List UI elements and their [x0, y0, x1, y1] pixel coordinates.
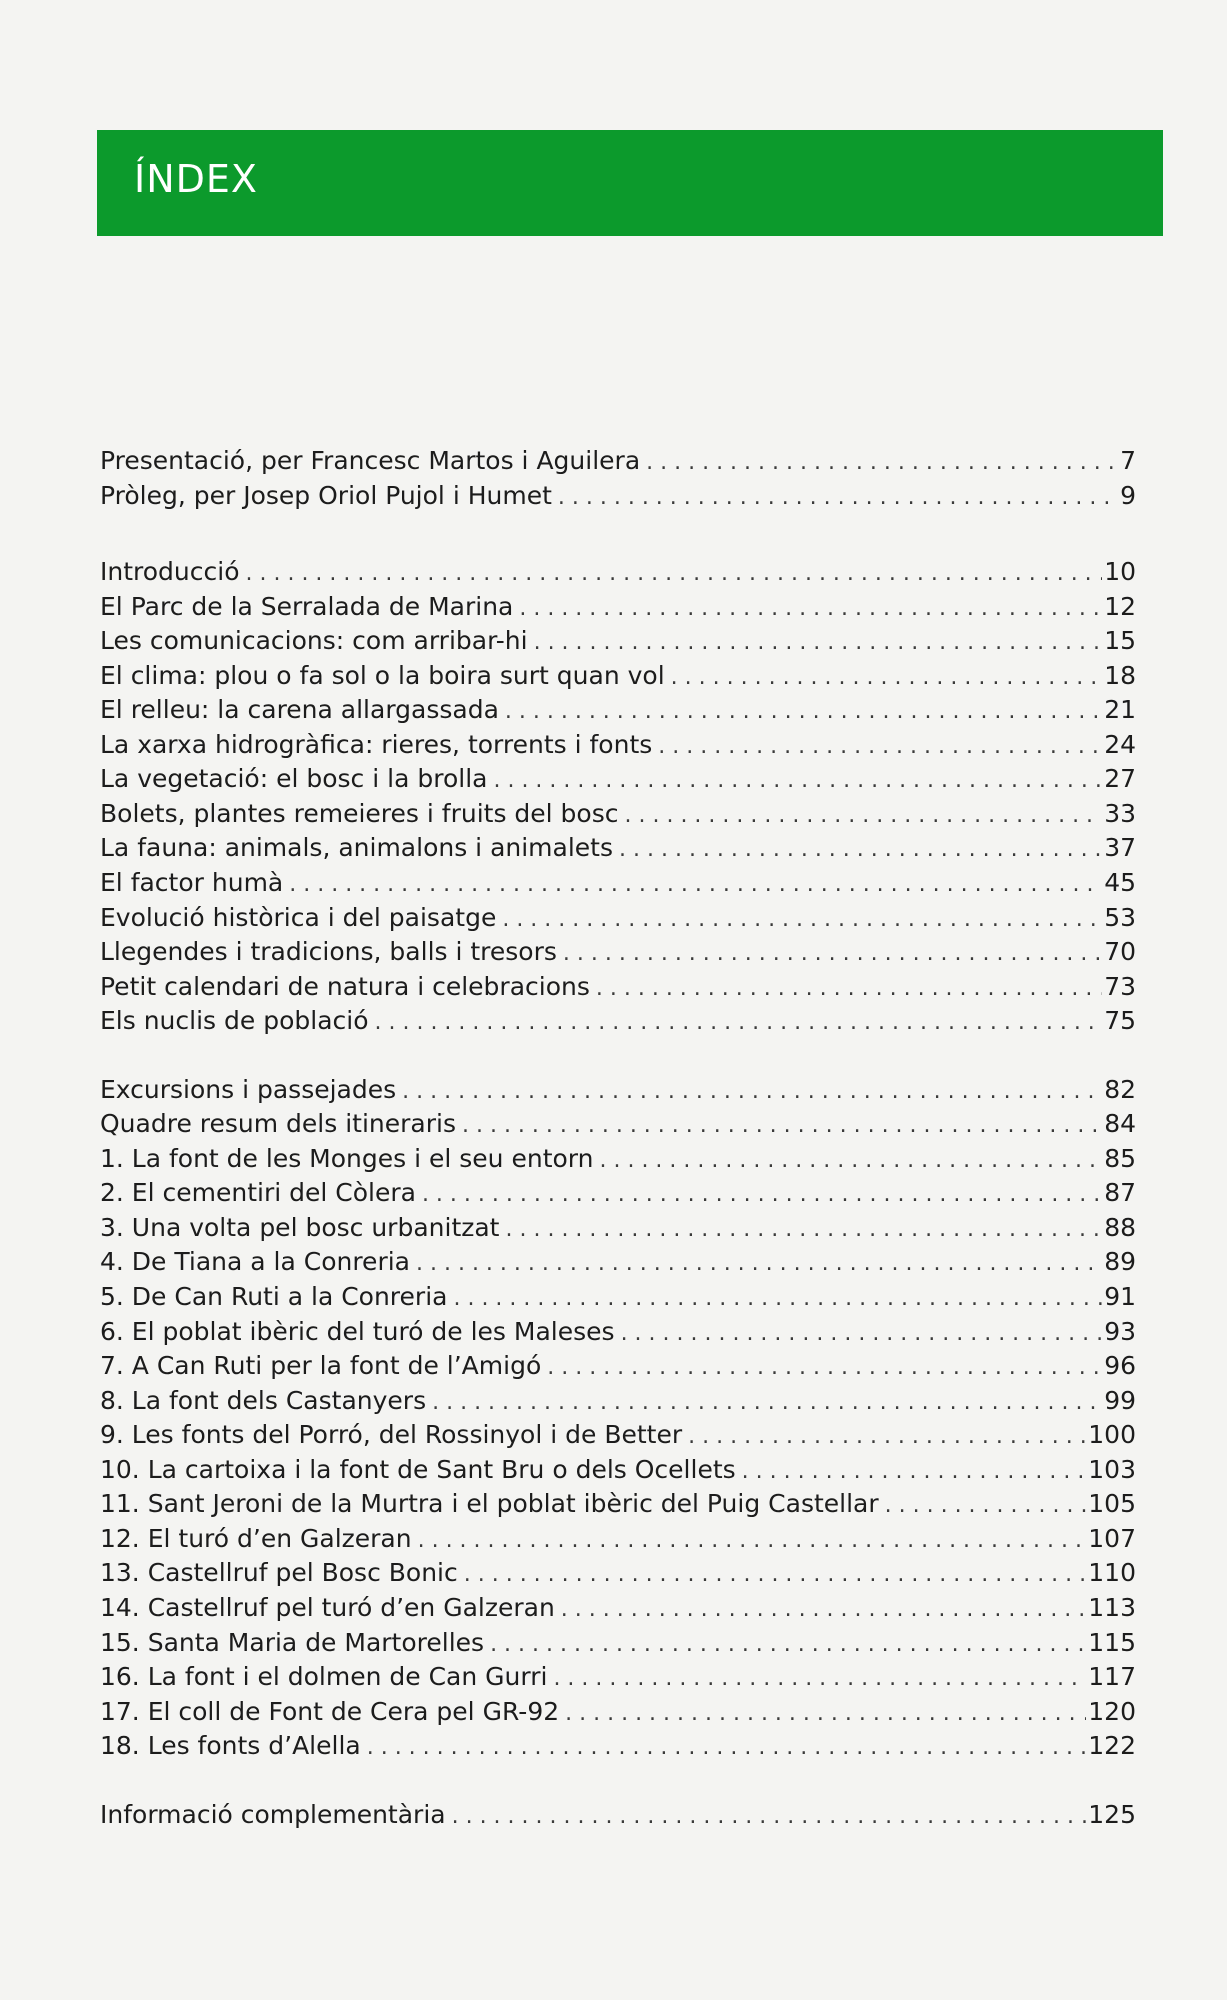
- dot-leader: [462, 1109, 1102, 1143]
- dot-leader: [621, 1317, 1103, 1351]
- toc-entry[interactable]: [100, 444, 1136, 479]
- table-of-contents: [100, 444, 1136, 1832]
- dot-leader: [432, 1386, 1102, 1420]
- toc-entry[interactable]: [100, 1245, 1136, 1280]
- dot-leader: [619, 833, 1102, 867]
- toc-entry-title: Els nuclis de població: [100, 1006, 369, 1036]
- toc-entry-title: Informació complementària: [100, 1799, 446, 1829]
- toc-entry[interactable]: [100, 866, 1136, 901]
- dot-leader: [416, 1247, 1102, 1281]
- toc-entry-page-number: 105: [1088, 1489, 1136, 1519]
- dot-leader: [563, 937, 1102, 971]
- dot-leader: [625, 799, 1103, 833]
- toc-entry[interactable]: [100, 1142, 1136, 1177]
- toc-entry-title: El relleu: la carena allargassada: [100, 695, 499, 725]
- toc-entry[interactable]: [100, 1695, 1136, 1730]
- toc-entry-title: 17. El coll de Font de Cera pel GR-92: [100, 1696, 560, 1726]
- dot-leader: [558, 481, 1118, 515]
- toc-entry-page-number: 120: [1088, 1696, 1136, 1726]
- toc-entry-title: 5. De Can Ruti a la Conreria: [100, 1282, 448, 1312]
- toc-entry[interactable]: [100, 901, 1136, 936]
- toc-entry-page-number: 27: [1104, 764, 1136, 794]
- dot-leader: [464, 1558, 1087, 1592]
- dot-leader: [599, 1144, 1102, 1178]
- toc-entry-title: 15. Santa Maria de Martorelles: [100, 1627, 485, 1657]
- section-spacer: [100, 1039, 1136, 1073]
- toc-entry-title: 18. Les fonts d’Alella: [100, 1731, 361, 1761]
- toc-entry[interactable]: [100, 1073, 1136, 1108]
- toc-entry-title: El factor humà: [100, 868, 284, 898]
- toc-entry-title: La vegetació: el bosc i la brolla: [100, 764, 488, 794]
- dot-leader: [506, 1213, 1103, 1247]
- toc-entry-page-number: 99: [1104, 1385, 1136, 1415]
- toc-entry-title: 13. Castellruf pel Bosc Bonic: [100, 1558, 458, 1588]
- toc-entry-title: 1. La font de les Monges i el seu entorn: [100, 1143, 594, 1173]
- toc-entry[interactable]: [100, 1556, 1136, 1591]
- toc-entry-page-number: 33: [1104, 798, 1136, 828]
- toc-entry[interactable]: [100, 970, 1136, 1005]
- dot-leader: [596, 972, 1102, 1006]
- toc-entry[interactable]: [100, 935, 1136, 970]
- toc-entry-title: 12. El turó d’en Galzeran: [100, 1523, 412, 1553]
- toc-entry[interactable]: [100, 659, 1136, 694]
- toc-entry-title: La fauna: animals, animalons i animalets: [100, 833, 614, 863]
- toc-entry[interactable]: [100, 797, 1136, 832]
- toc-entry[interactable]: [100, 1487, 1136, 1522]
- dot-leader: [289, 868, 1102, 902]
- toc-entry[interactable]: [100, 1729, 1136, 1764]
- toc-entry-page-number: 73: [1104, 971, 1136, 1001]
- toc-entry-page-number: 115: [1088, 1627, 1136, 1657]
- toc-entry[interactable]: [100, 1004, 1136, 1039]
- toc-entry[interactable]: [100, 1798, 1136, 1833]
- dot-leader: [553, 1662, 1086, 1696]
- toc-entry[interactable]: [100, 762, 1136, 797]
- dot-leader: [519, 592, 1102, 626]
- toc-entry-page-number: 122: [1088, 1731, 1136, 1761]
- toc-entry-title: 3. Una volta pel bosc urbanitzat: [100, 1212, 500, 1242]
- toc-entry-page-number: 100: [1088, 1420, 1136, 1450]
- toc-entry[interactable]: [100, 590, 1136, 625]
- toc-entry[interactable]: [100, 1107, 1136, 1142]
- toc-entry-page-number: 103: [1088, 1454, 1136, 1484]
- toc-entry-title: Les comunicacions: com arribar-hi: [100, 626, 528, 656]
- toc-entry[interactable]: [100, 1176, 1136, 1211]
- dot-leader: [246, 557, 1103, 591]
- toc-entry-title: El Parc de la Serralada de Marina: [100, 591, 514, 621]
- toc-entry[interactable]: [100, 1384, 1136, 1419]
- toc-entry[interactable]: [100, 1349, 1136, 1384]
- toc-entry-page-number: 82: [1104, 1074, 1136, 1104]
- toc-entry[interactable]: [100, 831, 1136, 866]
- toc-entry-title: 11. Sant Jeroni de la Murtra i el poblat ibèric del Puig Castellar: [100, 1489, 879, 1519]
- toc-entry-title: 8. La font dels Castanyers: [100, 1385, 427, 1415]
- toc-entry-page-number: 45: [1104, 868, 1136, 898]
- toc-entry-title: La xarxa hidrogràfica: rieres, torrents i fonts: [100, 729, 653, 759]
- toc-entry[interactable]: [100, 479, 1136, 514]
- toc-entry-page-number: 18: [1104, 660, 1136, 690]
- dot-leader: [561, 1593, 1086, 1627]
- dot-leader: [453, 1282, 1102, 1316]
- toc-entry-title: El clima: plou o fa sol o la boira surt quan vol: [100, 660, 665, 690]
- toc-entry[interactable]: [100, 1211, 1136, 1246]
- dot-leader: [502, 903, 1102, 937]
- toc-entry-title: Petit calendari de natura i celebracions: [100, 971, 590, 1001]
- page-title: ÍNDEX: [134, 157, 258, 201]
- toc-entry-title: 6. El poblat ibèric del turó de les Maleses: [100, 1316, 615, 1346]
- section-spacer: [100, 513, 1136, 555]
- toc-entry-page-number: 9: [1120, 480, 1136, 510]
- toc-entry[interactable]: [100, 728, 1136, 763]
- toc-entry-page-number: 24: [1104, 729, 1136, 759]
- dot-leader: [688, 1420, 1086, 1454]
- toc-entry[interactable]: [100, 1626, 1136, 1661]
- toc-entry[interactable]: [100, 1418, 1136, 1453]
- toc-entry-page-number: 21: [1104, 695, 1136, 725]
- toc-entry-page-number: 15: [1104, 626, 1136, 656]
- toc-entry[interactable]: [100, 555, 1136, 590]
- dot-leader: [671, 661, 1103, 695]
- toc-entry-page-number: 96: [1104, 1351, 1136, 1381]
- toc-entry-title: Presentació, per Francesc Martos i Aguilera: [100, 446, 641, 475]
- toc-entry-title: Llegendes i tradicions, balls i tresors: [100, 937, 557, 967]
- toc-entry-page-number: 113: [1088, 1592, 1136, 1622]
- toc-entry-title: 7. A Can Ruti per la font de l’Amigó: [100, 1351, 542, 1381]
- toc-entry-page-number: 93: [1104, 1316, 1136, 1346]
- toc-entry-title: Quadre resum dels itineraris: [100, 1109, 456, 1139]
- dot-leader: [418, 1524, 1087, 1558]
- toc-entry-page-number: 75: [1104, 1006, 1136, 1036]
- toc-entry-page-number: 7: [1120, 446, 1136, 475]
- toc-entry-title: 16. La font i el dolmen de Can Gurri: [100, 1662, 548, 1692]
- dot-leader: [422, 1178, 1102, 1212]
- toc-entry[interactable]: [100, 624, 1136, 659]
- toc-entry-title: Pròleg, per Josep Oriol Pujol i Humet: [100, 480, 552, 510]
- toc-entry-page-number: 91: [1104, 1282, 1136, 1312]
- toc-entry-title: 10. La cartoixa i la font de Sant Bru o dels Ocellets: [100, 1454, 736, 1484]
- dot-leader: [646, 446, 1118, 480]
- toc-entry-page-number: 37: [1104, 833, 1136, 863]
- dot-leader: [534, 626, 1103, 660]
- toc-entry-page-number: 110: [1088, 1558, 1136, 1588]
- toc-entry-page-number: 125: [1088, 1799, 1136, 1829]
- toc-entry-title: Introducció: [100, 557, 240, 587]
- toc-entry[interactable]: [100, 1660, 1136, 1695]
- toc-entry-page-number: 87: [1104, 1178, 1136, 1208]
- dot-leader: [565, 1697, 1086, 1731]
- dot-leader: [493, 764, 1102, 798]
- toc-entry-title: 9. Les fonts del Porró, del Rossinyol i de Better: [100, 1420, 683, 1450]
- toc-entry-page-number: 89: [1104, 1247, 1136, 1277]
- dot-leader: [505, 695, 1102, 729]
- toc-entry[interactable]: [100, 1453, 1136, 1488]
- toc-entry[interactable]: [100, 1280, 1136, 1315]
- toc-entry-title: 14. Castellruf pel turó d’en Galzeran: [100, 1592, 555, 1622]
- dot-leader: [452, 1800, 1087, 1834]
- toc-entry-page-number: 70: [1104, 937, 1136, 967]
- toc-entry[interactable]: [100, 1591, 1136, 1626]
- dot-leader: [402, 1075, 1102, 1109]
- toc-entry-page-number: 84: [1104, 1109, 1136, 1139]
- dot-leader: [367, 1731, 1087, 1765]
- toc-entry-page-number: 53: [1104, 902, 1136, 932]
- toc-entry-page-number: 85: [1104, 1143, 1136, 1173]
- toc-entry-page-number: 107: [1088, 1523, 1136, 1553]
- toc-entry-title: 2. El cementiri del Còlera: [100, 1178, 416, 1208]
- toc-entry-title: Excursions i passejades: [100, 1074, 397, 1104]
- dot-leader: [658, 730, 1102, 764]
- toc-entry-title: 4. De Tiana a la Conreria: [100, 1247, 410, 1277]
- dot-leader: [375, 1006, 1103, 1040]
- dot-leader: [742, 1455, 1087, 1489]
- toc-entry-page-number: 117: [1088, 1662, 1136, 1692]
- index-header-band: [97, 130, 1163, 236]
- toc-entry-title: Bolets, plantes remeieres i fruits del bosc: [100, 798, 619, 828]
- dot-leader: [885, 1489, 1087, 1523]
- section-spacer: [100, 1764, 1136, 1798]
- toc-entry[interactable]: [100, 1522, 1136, 1557]
- dot-leader: [547, 1351, 1102, 1385]
- dot-leader: [490, 1628, 1086, 1662]
- toc-entry-page-number: 12: [1104, 591, 1136, 621]
- toc-entry[interactable]: [100, 693, 1136, 728]
- toc-entry-title: Evolució històrica i del paisatge: [100, 902, 497, 932]
- toc-entry-page-number: 10: [1104, 557, 1136, 587]
- toc-entry[interactable]: [100, 1315, 1136, 1350]
- toc-entry-page-number: 88: [1104, 1212, 1136, 1242]
